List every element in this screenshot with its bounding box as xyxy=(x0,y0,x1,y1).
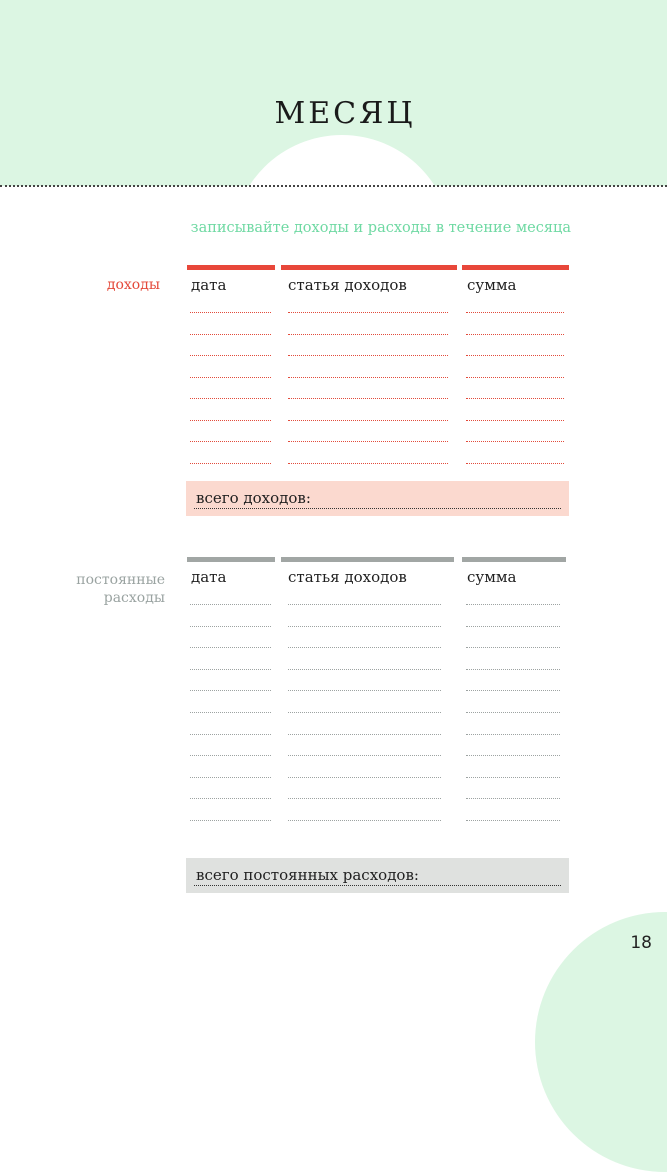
fixed-row-6-amount-field[interactable] xyxy=(466,712,560,713)
income-col-header-amount: сумма xyxy=(467,276,517,294)
fixed-expenses-section-label xyxy=(5,571,165,607)
header-arc-decoration xyxy=(232,135,452,355)
fixed-col-bar-item xyxy=(281,557,454,562)
fixed-row-11-item-field[interactable] xyxy=(288,820,441,821)
income-col-header-date: дата xyxy=(191,276,227,294)
income-row-7-amount-field[interactable] xyxy=(466,441,564,442)
fixed-expenses-total-box[interactable] xyxy=(186,858,569,893)
fixed-expenses-label-line1: постоянные xyxy=(76,572,165,588)
income-total-dotline xyxy=(194,508,561,509)
income-row-3-date-field[interactable] xyxy=(190,355,271,356)
income-row-6-item-field[interactable] xyxy=(288,420,448,421)
fixed-row-2-amount-field[interactable] xyxy=(466,626,560,627)
income-section-label: доходы xyxy=(106,277,160,293)
income-row-1-item-field[interactable] xyxy=(288,312,448,313)
income-total-label: всего доходов: xyxy=(196,489,311,507)
fixed-row-8-date-field[interactable] xyxy=(190,755,271,756)
income-row-1-date-field[interactable] xyxy=(190,312,271,313)
fixed-row-7-date-field[interactable] xyxy=(190,734,271,735)
fixed-row-4-amount-field[interactable] xyxy=(466,669,560,670)
fixed-row-10-date-field[interactable] xyxy=(190,798,271,799)
income-col-bar-amount xyxy=(462,265,569,270)
fixed-row-5-date-field[interactable] xyxy=(190,690,271,691)
page-subtitle: записывайте доходы и расходы в течение месяца xyxy=(190,220,571,236)
fixed-row-3-amount-field[interactable] xyxy=(466,647,560,648)
fixed-col-header-item: статья доходов xyxy=(288,568,407,586)
page-number: 18 xyxy=(630,933,652,953)
income-row-1-amount-field[interactable] xyxy=(466,312,564,313)
income-row-6-amount-field[interactable] xyxy=(466,420,564,421)
fixed-row-9-item-field[interactable] xyxy=(288,777,441,778)
income-row-4-item-field[interactable] xyxy=(288,377,448,378)
fixed-col-bar-amount xyxy=(462,557,566,562)
income-row-2-date-field[interactable] xyxy=(190,334,271,335)
income-row-2-amount-field[interactable] xyxy=(466,334,564,335)
header-dotted-rule xyxy=(0,185,667,187)
income-row-7-date-field[interactable] xyxy=(190,441,271,442)
income-row-2-item-field[interactable] xyxy=(288,334,448,335)
fixed-row-9-date-field[interactable] xyxy=(190,777,271,778)
income-col-header-item: статья доходов xyxy=(288,276,407,294)
fixed-row-1-date-field[interactable] xyxy=(190,604,271,605)
fixed-expenses-label-line2: расходы xyxy=(103,590,165,606)
fixed-row-2-date-field[interactable] xyxy=(190,626,271,627)
fixed-col-header-date: дата xyxy=(191,568,227,586)
fixed-row-9-amount-field[interactable] xyxy=(466,777,560,778)
income-row-8-item-field[interactable] xyxy=(288,463,448,464)
income-row-8-amount-field[interactable] xyxy=(466,463,564,464)
fixed-row-4-date-field[interactable] xyxy=(190,669,271,670)
fixed-row-3-item-field[interactable] xyxy=(288,647,441,648)
fixed-col-header-amount: сумма xyxy=(467,568,517,586)
income-row-3-amount-field[interactable] xyxy=(466,355,564,356)
income-row-5-date-field[interactable] xyxy=(190,398,271,399)
fixed-row-7-amount-field[interactable] xyxy=(466,734,560,735)
income-total-box[interactable] xyxy=(186,481,569,516)
fixed-row-2-item-field[interactable] xyxy=(288,626,441,627)
fixed-row-8-item-field[interactable] xyxy=(288,755,441,756)
fixed-row-8-amount-field[interactable] xyxy=(466,755,560,756)
page-title: МЕСЯЦ xyxy=(274,96,416,131)
income-row-4-date-field[interactable] xyxy=(190,377,271,378)
fixed-expenses-total-dotline xyxy=(194,885,561,886)
income-row-3-item-field[interactable] xyxy=(288,355,448,356)
fixed-expenses-total-label: всего постоянных расходов: xyxy=(196,866,419,884)
income-row-6-date-field[interactable] xyxy=(190,420,271,421)
fixed-row-5-item-field[interactable] xyxy=(288,690,441,691)
income-row-8-date-field[interactable] xyxy=(190,463,271,464)
fixed-row-5-amount-field[interactable] xyxy=(466,690,560,691)
fixed-row-1-amount-field[interactable] xyxy=(466,604,560,605)
fixed-row-3-date-field[interactable] xyxy=(190,647,271,648)
income-col-bar-date xyxy=(187,265,275,270)
income-row-4-amount-field[interactable] xyxy=(466,377,564,378)
income-col-bar-item xyxy=(281,265,457,270)
income-row-5-item-field[interactable] xyxy=(288,398,448,399)
fixed-row-1-item-field[interactable] xyxy=(288,604,441,605)
fixed-row-6-item-field[interactable] xyxy=(288,712,441,713)
fixed-row-10-amount-field[interactable] xyxy=(466,798,560,799)
fixed-row-11-amount-field[interactable] xyxy=(466,820,560,821)
fixed-row-4-item-field[interactable] xyxy=(288,669,441,670)
fixed-row-6-date-field[interactable] xyxy=(190,712,271,713)
income-row-5-amount-field[interactable] xyxy=(466,398,564,399)
fixed-row-11-date-field[interactable] xyxy=(190,820,271,821)
fixed-row-7-item-field[interactable] xyxy=(288,734,441,735)
income-row-7-item-field[interactable] xyxy=(288,441,448,442)
fixed-col-bar-date xyxy=(187,557,275,562)
fixed-row-10-item-field[interactable] xyxy=(288,798,441,799)
